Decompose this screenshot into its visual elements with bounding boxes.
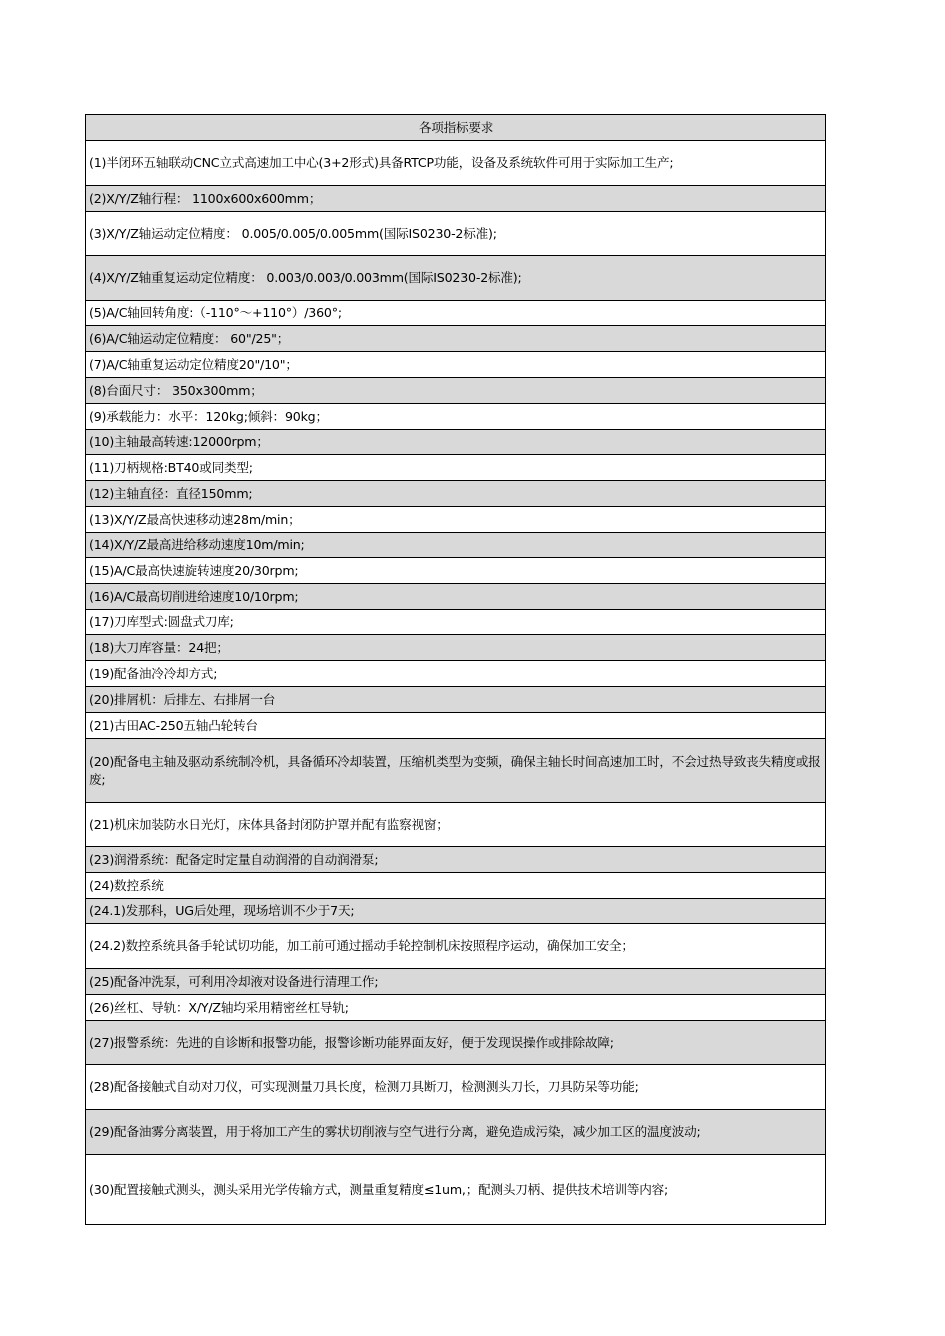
table-row [86, 256, 825, 301]
row-text: (11)刀柄规格:BT40或同类型; [89, 459, 253, 475]
row-text: (21)古田AC-250五轴凸轮转台 [89, 717, 258, 733]
table-row [86, 558, 825, 584]
row-text: (24.1)发那科，UG后处理，现场培训不少于7天; [89, 903, 355, 918]
row-text: (5)A/C轴回转角度:（-110°～+110°）/360°; [89, 305, 342, 320]
table-row [86, 610, 825, 635]
table-row [86, 507, 825, 533]
table-row [86, 1021, 825, 1065]
table-row [86, 687, 825, 713]
table-row [86, 141, 825, 186]
row-text: (7)A/C轴重复运动定位精度20"/10"； [89, 356, 298, 372]
table-row [86, 803, 825, 847]
row-text: (20)配备电主轴及驱动系统制冷机，具备循环冷却装置，压缩机类型为变频，确保主轴长时间高速加工时，不会过热导致丧失精度或报废; [89, 753, 821, 787]
row-text: (20)排屑机：后排左、右排屑一台 [89, 691, 276, 707]
table-header [86, 115, 825, 141]
row-text: (15)A/C最高快速旋转速度20/30rpm; [89, 562, 299, 578]
row-text: (28)配备接触式自动对刀仪，可实现测量刀具长度，检测刀具断刀，检测测头刀长，刀具防呆等功能; [89, 1079, 639, 1094]
table-row [86, 713, 825, 739]
table-row [86, 873, 825, 899]
table-row [86, 1065, 825, 1110]
table-row [86, 430, 825, 455]
row-text: (29)配备油雾分离装置，用于将加工产生的雾状切削液与空气进行分离，避免造成污染，减少加工区的温度波动; [89, 1124, 701, 1139]
row-text: (4)X/Y/Z轴重复运动定位精度： 0.003/0.003/0.003mm(国际IS0230-2标准); [89, 270, 522, 285]
row-text: (27)报警系统：先进的自诊断和报警功能，报警诊断功能界面友好，便于发现误操作或排除故障; [89, 1034, 614, 1050]
table-row [86, 924, 825, 969]
row-text: (19)配备油冷冷却方式; [89, 665, 218, 681]
table-row [86, 1155, 825, 1224]
row-text: (23)润滑系统：配备定时定量自动润滑的自动润滑泵; [89, 851, 379, 867]
header-text: 各项指标要求 [418, 119, 494, 135]
table-row [86, 584, 825, 610]
table-row [86, 212, 825, 256]
row-text: (30)配置接触式测头，测头采用光学传输方式，测量重复精度≤1um,；配测头刀柄、提供技术培训等内容; [89, 1181, 669, 1197]
table-row [86, 378, 825, 404]
table-row [86, 899, 825, 924]
spec-table [85, 114, 826, 1225]
row-text: (8)台面尺寸： 350x300mm； [89, 382, 263, 398]
row-text: (9)承载能力：水平：120kg;倾斜：90kg； [89, 408, 328, 424]
row-text: (24.2)数控系统具备手轮试切功能，加工前可通过摇动手轮控制机床按照程序运动，确保加工安全； [89, 938, 634, 953]
row-text: (2)X/Y/Z轴行程： 1100x600x600mm； [89, 190, 322, 206]
row-text: (10)主轴最高转速:12000rpm； [89, 434, 269, 449]
table-row [86, 455, 825, 481]
table-row [86, 969, 825, 995]
table-row [86, 301, 825, 326]
row-text: (21)机床加装防水日光灯，床体具备封闭防护罩并配有监察视窗； [89, 816, 449, 832]
table-row [86, 661, 825, 687]
row-text: (12)主轴直径：直径150mm; [89, 485, 253, 501]
row-text: (6)A/C轴运动定位精度： 60"/25"； [89, 330, 290, 346]
row-text: (13)X/Y/Z最高快速移动速28m/min； [89, 511, 301, 527]
row-text: (25)配备冲洗泵，可利用冷却液对设备进行清理工作; [89, 973, 379, 989]
table-row [86, 533, 825, 558]
row-text: (1)半闭环五轴联动CNC立式高速加工中心(3+2形式)具备RTCP功能，设备及系统软件可用于实际加工生产; [89, 155, 674, 170]
table-row [86, 1110, 825, 1155]
table-row [86, 326, 825, 352]
row-text: (18)大刀库容量：24把； [89, 639, 229, 655]
row-text: (3)X/Y/Z轴运动定位精度： 0.005/0.005/0.005mm(国际IS0230-2标准); [89, 225, 497, 241]
table-row [86, 481, 825, 507]
row-text: (16)A/C最高切削进给速度10/10rpm; [89, 588, 299, 604]
row-text: (24)数控系统 [89, 877, 164, 893]
table-row [86, 635, 825, 661]
table-row [86, 739, 825, 803]
table-row [86, 404, 825, 430]
table-row [86, 186, 825, 212]
table-row [86, 847, 825, 873]
table-row [86, 995, 825, 1021]
row-text: (26)丝杠、导轨：X/Y/Z轴均采用精密丝杠导轨; [89, 999, 349, 1015]
row-text: (17)刀库型式:圆盘式刀库; [89, 614, 234, 629]
table-row [86, 352, 825, 378]
row-text: (14)X/Y/Z最高进给移动速度10m/min; [89, 537, 305, 552]
